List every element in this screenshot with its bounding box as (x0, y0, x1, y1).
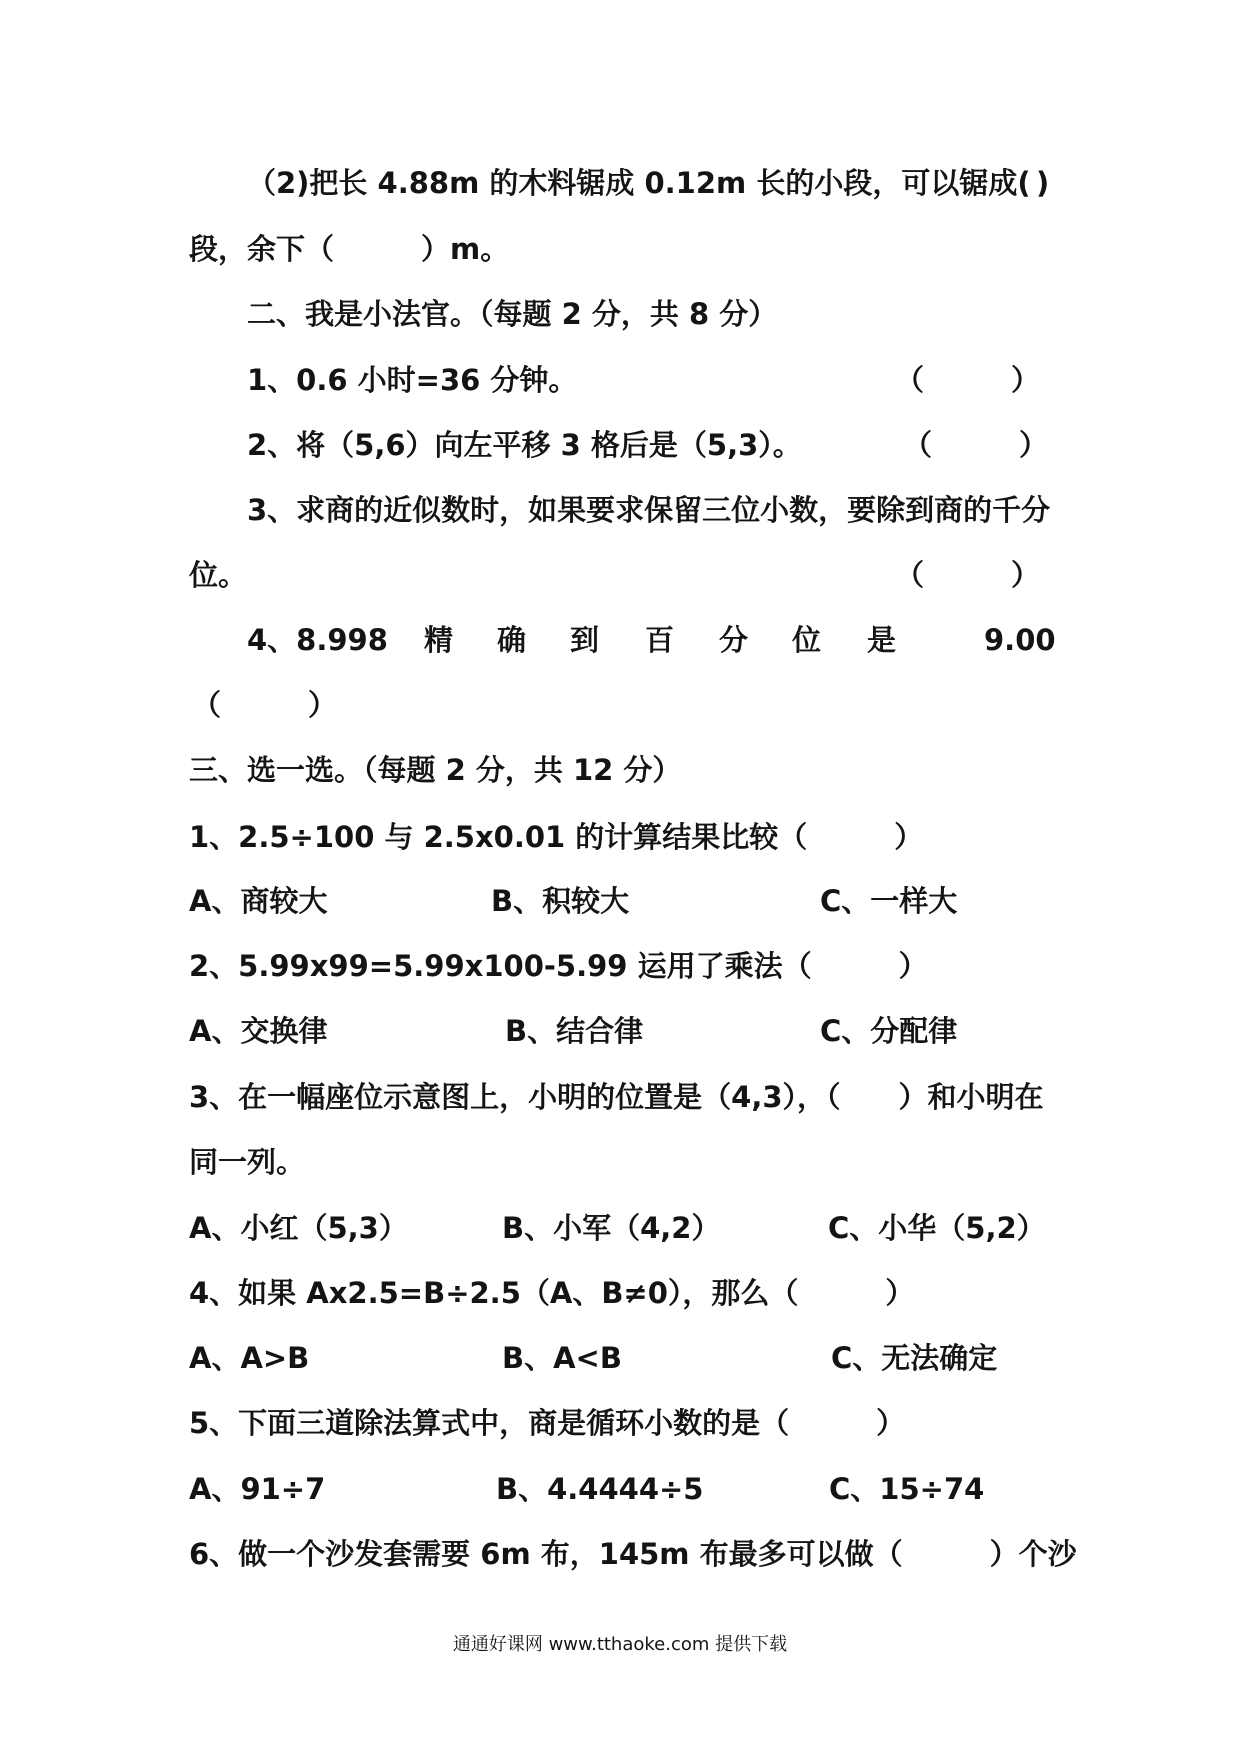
choice-q2-option-c: C、分配律 (820, 1014, 958, 1048)
judge-q4-word: 百 (645, 623, 675, 657)
choice-q2-text: 2、5.99x99=5.99x100-5.99 运用了乘法（ ） (189, 949, 928, 983)
judge-q1-text: 1、0.6 小时=36 分钟。 (247, 363, 578, 397)
choice-q2-option-a: A、交换律 (189, 1014, 328, 1048)
choice-q2-option-b: B、结合律 (505, 1014, 644, 1048)
choice-q4-option-b: B、A<B (502, 1341, 622, 1375)
judge-q4-word: 确 (497, 623, 527, 657)
judge-q4-answer-blank: （ ） (192, 688, 338, 722)
choice-q6-text: 6、做一个沙发套需要 6m 布，145m 布最多可以做（ ）个沙 (189, 1537, 1077, 1571)
page-footer: 通通好课网 www.tthaoke.com 提供下载 (452, 1634, 788, 1655)
choice-q1-option-b: B、积较大 (491, 884, 630, 918)
judge-q4-word: 9.00 (984, 623, 1056, 657)
choice-q5-option-c: C、15÷74 (829, 1472, 985, 1506)
choice-q5-text: 5、下面三道除法算式中，商是循环小数的是（ ） (189, 1406, 906, 1440)
question-2-line-2: 段，余下（ ）m。 (189, 232, 510, 266)
judge-q3-line-2: 位。 (189, 558, 248, 592)
judge-q4-word: 是 (867, 623, 897, 657)
question-2-line-1: （2)把长 4.88m 的木料锯成 0.12m 长的小段，可以锯成( (247, 166, 1031, 200)
judge-q2-answer-blank: （ ） (903, 428, 1049, 462)
choice-q5-option-a: A、91÷7 (189, 1472, 326, 1506)
judge-q4-word: 位 (792, 623, 822, 657)
choice-q3-option-b: B、小军（4,2） (502, 1211, 721, 1245)
choice-q1-text: 1、2.5÷100 与 2.5x0.01 的计算结果比较（ ） (189, 820, 924, 854)
section-2-heading: 二、我是小法官。（每题 2 分，共 8 分） (247, 297, 778, 331)
choice-q3-line-1: 3、在一幅座位示意图上，小明的位置是（4,3），（ ）和小明在 (189, 1080, 1044, 1114)
judge-q4-word: 到 (570, 623, 600, 657)
judge-q4-word: 精 (424, 623, 454, 657)
choice-q4-option-a: A、A>B (189, 1341, 310, 1375)
question-2-blank-close: ) (1036, 166, 1050, 200)
choice-q5-option-b: B、4.4444÷5 (496, 1472, 704, 1506)
judge-q3-answer-blank: （ ） (895, 558, 1041, 592)
choice-q1-option-c: C、一样大 (820, 884, 958, 918)
judge-q2-text: 2、将（5,6）向左平移 3 格后是（5,3）。 (247, 428, 802, 462)
judge-q1-answer-blank: （ ） (895, 363, 1041, 397)
choice-q1-option-a: A、商较大 (189, 884, 328, 918)
judge-q4-word: 4、8.998 (247, 623, 388, 657)
judge-q4-word: 分 (719, 623, 749, 657)
choice-q4-text: 4、如果 Ax2.5=B÷2.5（A、B≠0），那么（ ） (189, 1276, 915, 1310)
choice-q4-option-c: C、无法确定 (831, 1341, 998, 1375)
judge-q3-line-1: 3、求商的近似数时，如果要求保留三位小数，要除到商的千分 (247, 493, 1051, 527)
choice-q3-option-c: C、小华（5,2） (828, 1211, 1046, 1245)
choice-q3-line-2: 同一列。 (189, 1145, 306, 1179)
choice-q3-option-a: A、小红（5,3） (189, 1211, 408, 1245)
section-3-heading: 三、选一选。（每题 2 分，共 12 分） (189, 753, 682, 787)
